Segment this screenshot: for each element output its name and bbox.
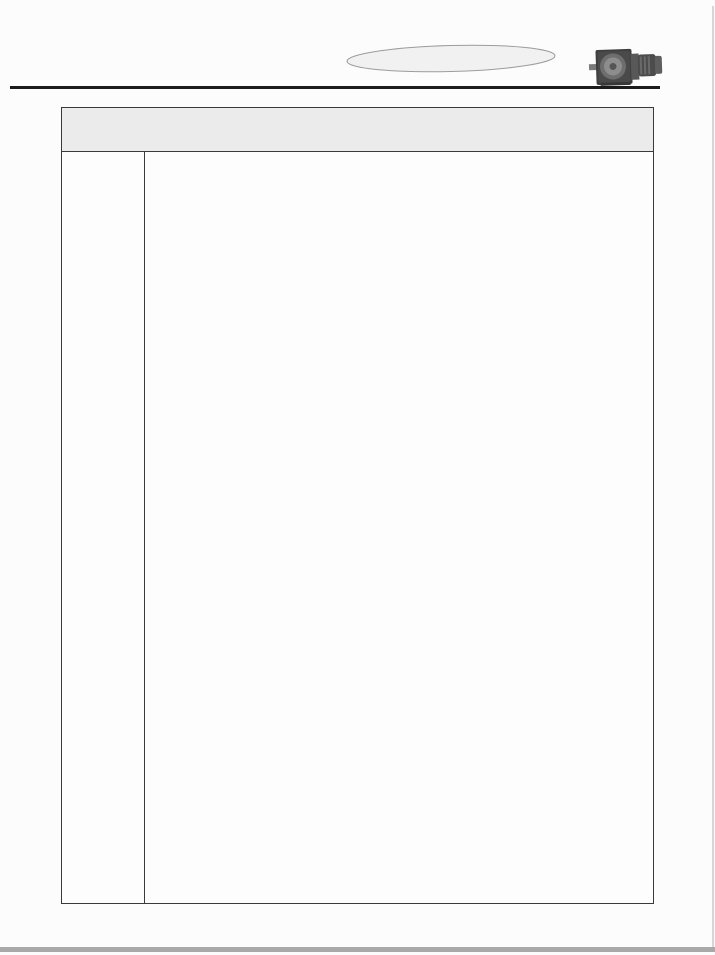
data-area [145, 152, 653, 903]
gearmotor-icon [588, 45, 664, 88]
selection-table [61, 107, 654, 904]
power-column [62, 152, 145, 903]
gearmotor-photo [588, 45, 664, 88]
title-lens [345, 43, 557, 74]
page-title [345, 43, 557, 74]
table-header [62, 108, 653, 152]
page-edge-right [712, 6, 714, 947]
table-body [62, 152, 653, 903]
header-rule [10, 86, 660, 89]
page-edge-bottom [0, 947, 715, 952]
